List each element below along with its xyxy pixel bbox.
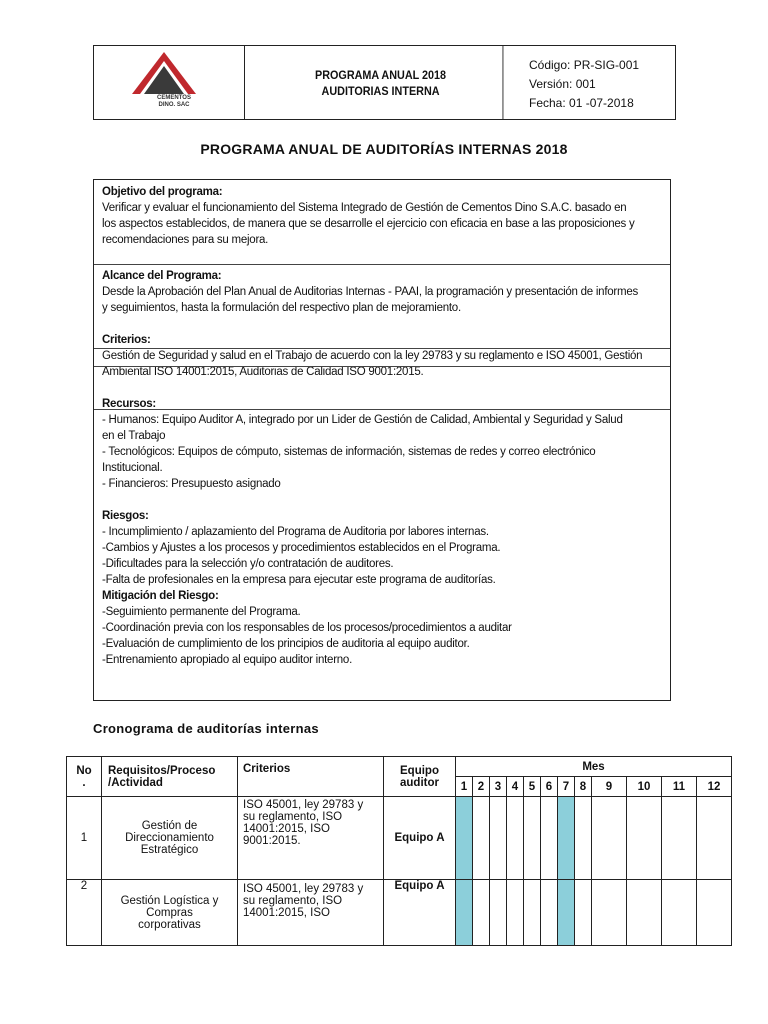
month-cell [627,880,662,946]
month-cell [575,880,592,946]
row-number: 1 [67,797,102,880]
criterios-line: Gestión de Seguridad y salud en el Trabajo de acuerdo con la ley 29783 y su reglamento e ISO 45001, Gestión [102,350,643,362]
recursos-line: - Financieros: Presupuesto asignado [102,478,281,490]
doc-date: Fecha: 01 -07-2018 [529,96,634,110]
riesgos-line: -Cambios y Ajustes a los procesos y procedimientos establecidos en el Programa. [102,542,501,554]
row-requisito: Gestión Logística y Compras corporativas [102,880,238,946]
row-equipo: Equipo A [384,880,456,946]
mitigacion-line: -Coordinación previa con los responsables de los procesos/procedimientos a auditar [102,622,512,634]
table-row [67,880,732,946]
month-cell [662,797,697,880]
alcance-line: y seguimientos, hasta la formulación del respectivo plan de mejoramiento. [102,302,461,314]
objetivo-line: recomendaciones para su mejora. [102,234,269,246]
recursos-label: Recursos: [102,398,156,410]
document-header [93,45,676,120]
month-cell [697,797,732,880]
logo-cell [94,46,245,119]
header-title-line1: PROGRAMA ANUAL 2018 [315,67,447,82]
divider [94,264,670,265]
col-header-mes: Mes [456,757,732,777]
divider [94,409,670,410]
month-cell [662,880,697,946]
recursos-line: en el Trabajo [102,430,166,442]
month-cell [524,797,541,880]
riesgos-line: - Incumplimiento / aplazamiento del Programa de Auditoria por labores internas. [102,526,489,538]
recursos-line: - Tecnológicos: Equipos de cómputo, sistemas de información, sistemas de redes y correo electrónico [102,446,596,458]
row-criterios: ISO 45001, ley 29783 y su reglamento, ISO 14001:2015, ISO 9001:2015. [238,797,384,880]
document-meta [517,46,675,119]
month-cell [575,797,592,880]
doc-version: Versión: 001 [529,77,596,91]
col-header-requisitos: Requisitos/Proceso /Actividad [102,757,238,797]
cronograma-title: Cronograma de auditorías internas [93,721,319,736]
month-header: 9 [592,777,627,797]
month-header: 6 [541,777,558,797]
riesgos-line: -Dificultades para la selección y/o contratación de auditores. [102,558,394,570]
month-header: 2 [473,777,490,797]
mitigacion-line: -Seguimiento permanente del Programa. [102,606,301,618]
month-cell-scheduled [456,880,473,946]
month-header: 3 [490,777,507,797]
objetivo-label: Objetivo del programa: [102,186,223,198]
objetivo-line: los aspectos establecidos, de manera que se desarrolle el ejercicio con eficacia en base a las proposiciones y [102,218,635,230]
month-header: 4 [507,777,524,797]
riesgos-label: Riesgos: [102,510,149,522]
month-cell [507,797,524,880]
table-row [67,797,732,880]
month-cell [541,797,558,880]
month-header: 10 [627,777,662,797]
month-cell [524,880,541,946]
logo-text-line2: DINO. SAC [158,102,190,108]
alcance-line: Desde la Aprobación del Plan Anual de Auditorias Internas - PAAI, la programación y presentación de informes [102,286,638,298]
criterios-line: Ambiental ISO 14001:2015, Auditorias de Calidad ISO 9001:2015. [102,366,424,378]
recursos-line: Institucional. [102,462,163,474]
company-logo-icon [130,50,198,96]
month-header: 7 [558,777,575,797]
month-cell [627,797,662,880]
month-header: 1 [456,777,473,797]
mitigacion-label: Mitigación del Riesgo: [102,590,219,602]
month-header: 12 [697,777,732,797]
col-header-no: No . [67,757,102,797]
program-content [94,180,670,668]
month-cell [490,880,507,946]
month-cell [541,880,558,946]
mitigacion-line: -Entrenamiento apropiado al equipo auditor interno. [102,654,353,666]
logo-text [134,95,214,109]
month-header: 5 [524,777,541,797]
row-requisito: Gestión de Direccionamiento Estratégico [102,797,238,880]
page-title: PROGRAMA ANUAL DE AUDITORÍAS INTERNAS 2018 [200,141,568,157]
row-number: 2 [67,880,102,946]
month-cell [473,797,490,880]
alcance-label: Alcance del Programa: [102,270,222,282]
row-criterios: ISO 45001, ley 29783 y su reglamento, ISO 14001:2015, ISO [238,880,384,946]
header-title [259,46,504,119]
riesgos-line: -Falta de profesionales en la empresa para ejecutar este programa de auditorías. [102,574,496,586]
col-header-equipo: Equipo auditor [384,757,456,797]
month-cell-scheduled [456,797,473,880]
criterios-label: Criterios: [102,334,151,346]
month-cell [592,797,627,880]
month-header: 8 [575,777,592,797]
cronograma-table [66,756,732,946]
col-header-criterios: Criterios [238,757,384,797]
month-cell [490,797,507,880]
month-cell [507,880,524,946]
month-cell [697,880,732,946]
month-cell-scheduled [558,797,575,880]
divider [94,348,670,349]
doc-code: Código: PR-SIG-001 [529,58,640,72]
divider [94,366,670,367]
mitigacion-line: -Evaluación de cumplimiento de los principios de auditoria al equipo auditor. [102,638,470,650]
recursos-line: - Humanos: Equipo Auditor A, integrado por un Lider de Gestión de Calidad, Ambiental y Seguridad y Salud [102,414,623,426]
row-equipo: Equipo A [384,797,456,880]
program-box [93,179,671,701]
objetivo-line: Verificar y evaluar el funcionamiento del Sistema Integrado de Gestión de Cementos Dino S.A.C. basado en [102,202,627,214]
logo-text-line1: CEMENTOS [157,95,191,101]
month-cell [473,880,490,946]
header-title-line2: AUDITORIAS INTERNA [321,83,440,98]
month-cell [592,880,627,946]
month-header: 11 [662,777,697,797]
month-cell-scheduled [558,880,575,946]
